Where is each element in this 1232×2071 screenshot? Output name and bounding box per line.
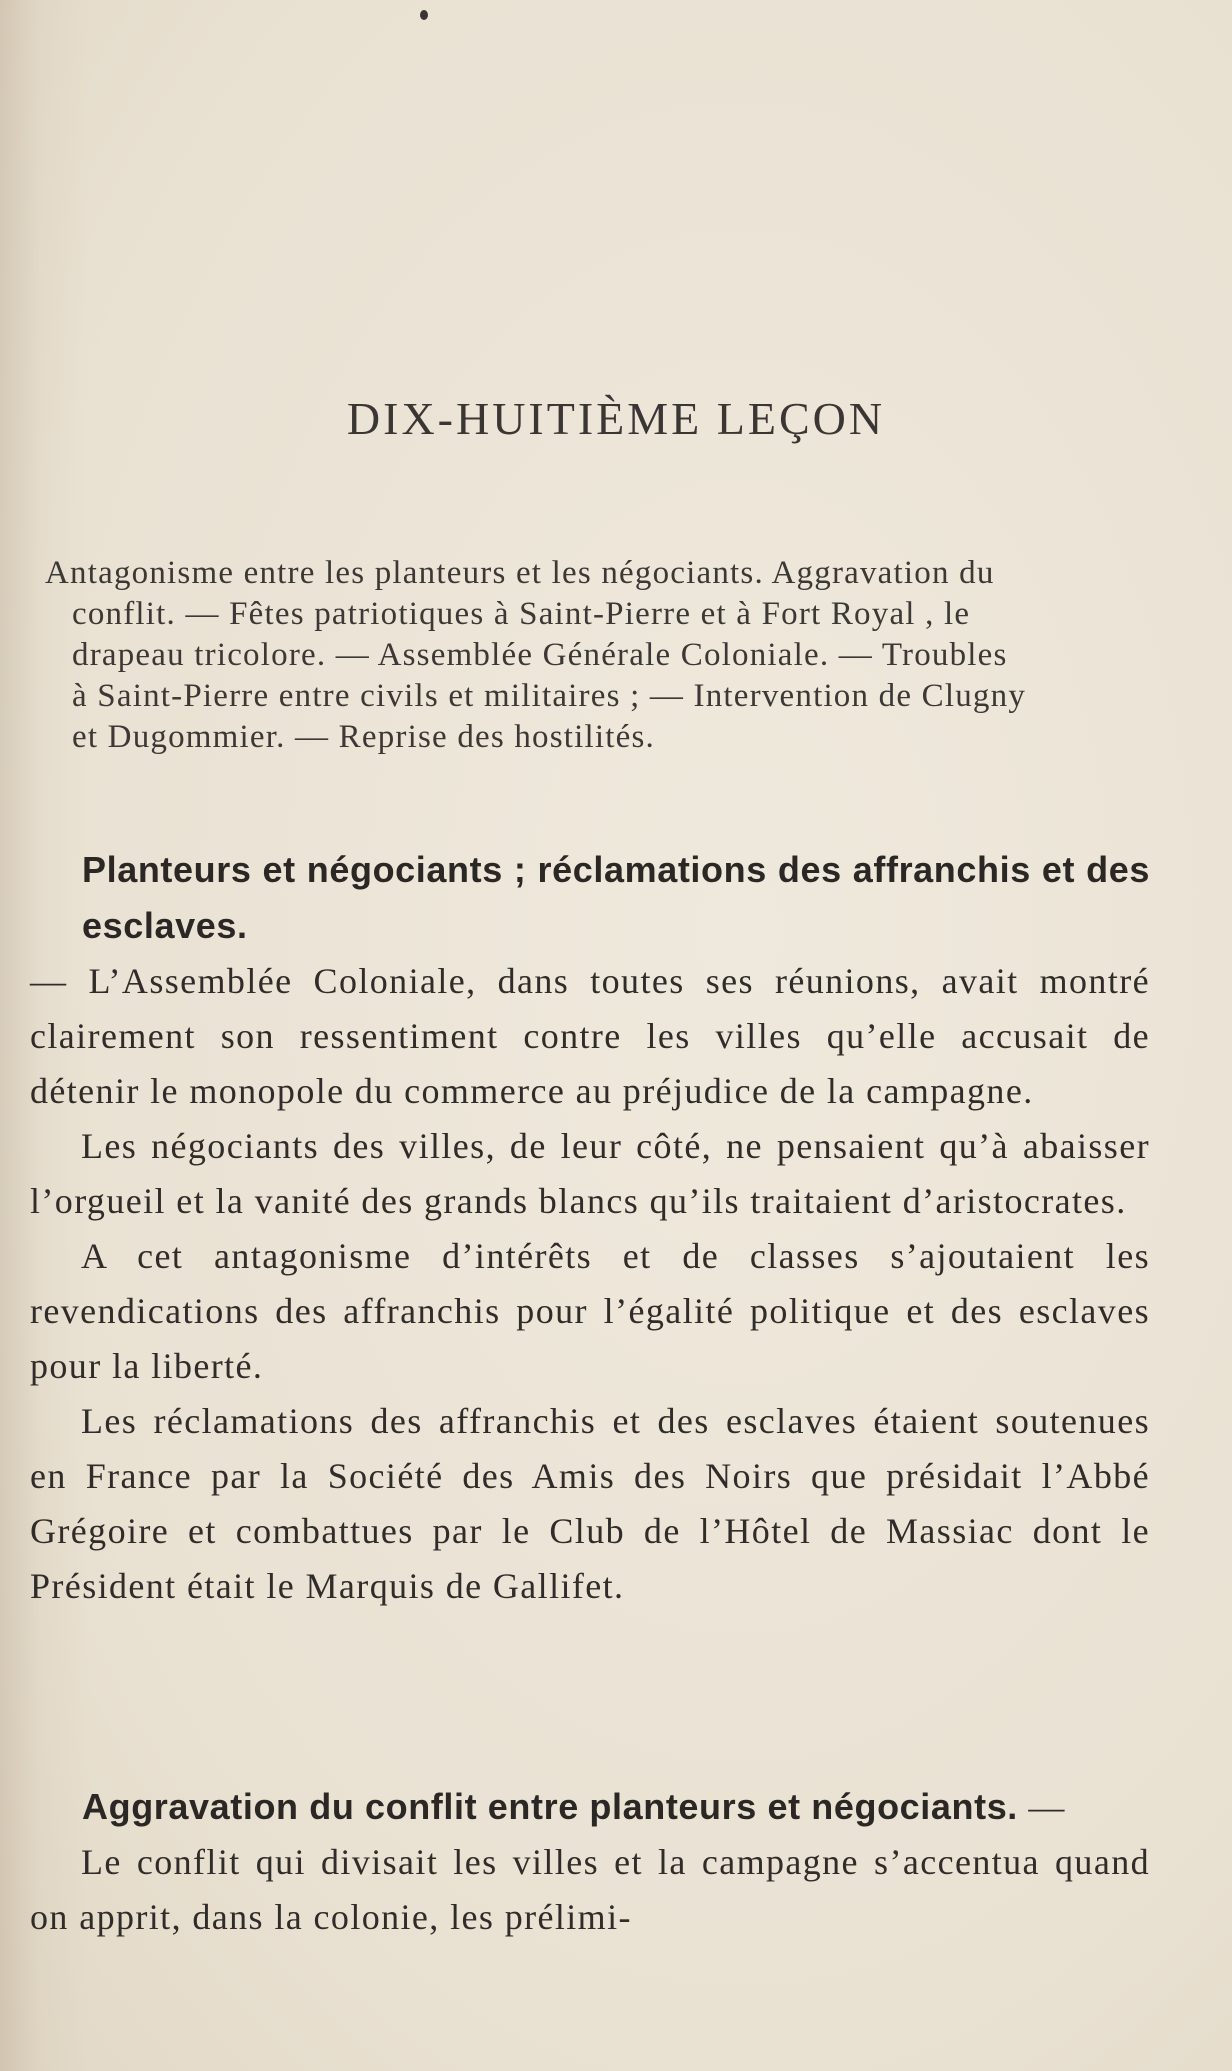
summary-line: conflit. — Fêtes patriotiques à Saint-Pierre et à Fort Royal , le	[72, 596, 971, 632]
section-aggravation-conflit	[30, 1779, 1150, 1945]
summary-line: et Dugommier. — Reprise des hostilités.	[72, 719, 655, 755]
paragraph-text: — L’Assemblée Coloniale, dans toutes ses réunions, avait montré clairement son ressentiment contre les villes qu’elle accusait de détenir le monopole du commerce au préjudice de la campagne.	[30, 961, 1150, 1111]
summary-line: drapeau tricolore. — Assemblée Générale Coloniale. — Troubles	[72, 637, 1008, 673]
section-paragraph: Les réclamations des affranchis et des esclaves étaient soutenues en France par la Société des Amis des Noirs que présidait l’Abbé Grégoire et combattues par le Club de l’Hôtel de Massiac dont le Président était le Marquis de Gallifet.	[30, 1401, 1150, 1606]
section-paragraph: A cet antagonisme d’intérêts et de classes s’ajoutaient les revendications des affranchis pour l’égalité politique et des esclaves pour la liberté.	[30, 1236, 1150, 1386]
chapter-summary	[45, 553, 1145, 758]
page-mark-dot	[420, 10, 428, 20]
chapter-title: DIX-HUITIÈME LEÇON	[346, 393, 886, 444]
section-paragraph: Les négociants des villes, de leur côté, ne pensaient qu’à abaisser l’orgueil et la vanité des grands blancs qu’ils traitaient d’aristocrates.	[30, 1126, 1150, 1221]
section-heading: Planteurs et négociants ; réclamations des affranchis et des esclaves.	[82, 849, 1150, 946]
section-heading: Aggravation du conflit entre planteurs et négociants.	[82, 1786, 1018, 1827]
summary-line: à Saint-Pierre entre civils et militaires ; — Intervention de Clugny	[72, 678, 1027, 714]
summary-line: Antagonisme entre les planteurs et les négociants. Aggravation du	[45, 555, 995, 591]
heading-dash: —	[1017, 1787, 1066, 1827]
section-heading-line	[30, 1779, 1150, 1835]
section-paragraph: Le conflit qui divisait les villes et la campagne s’accentua quand on apprit, dans la colonie, les prélimi-	[30, 1842, 1150, 1937]
section-paragraph	[30, 842, 1150, 1119]
section-planteurs-negociants	[30, 842, 1150, 1614]
